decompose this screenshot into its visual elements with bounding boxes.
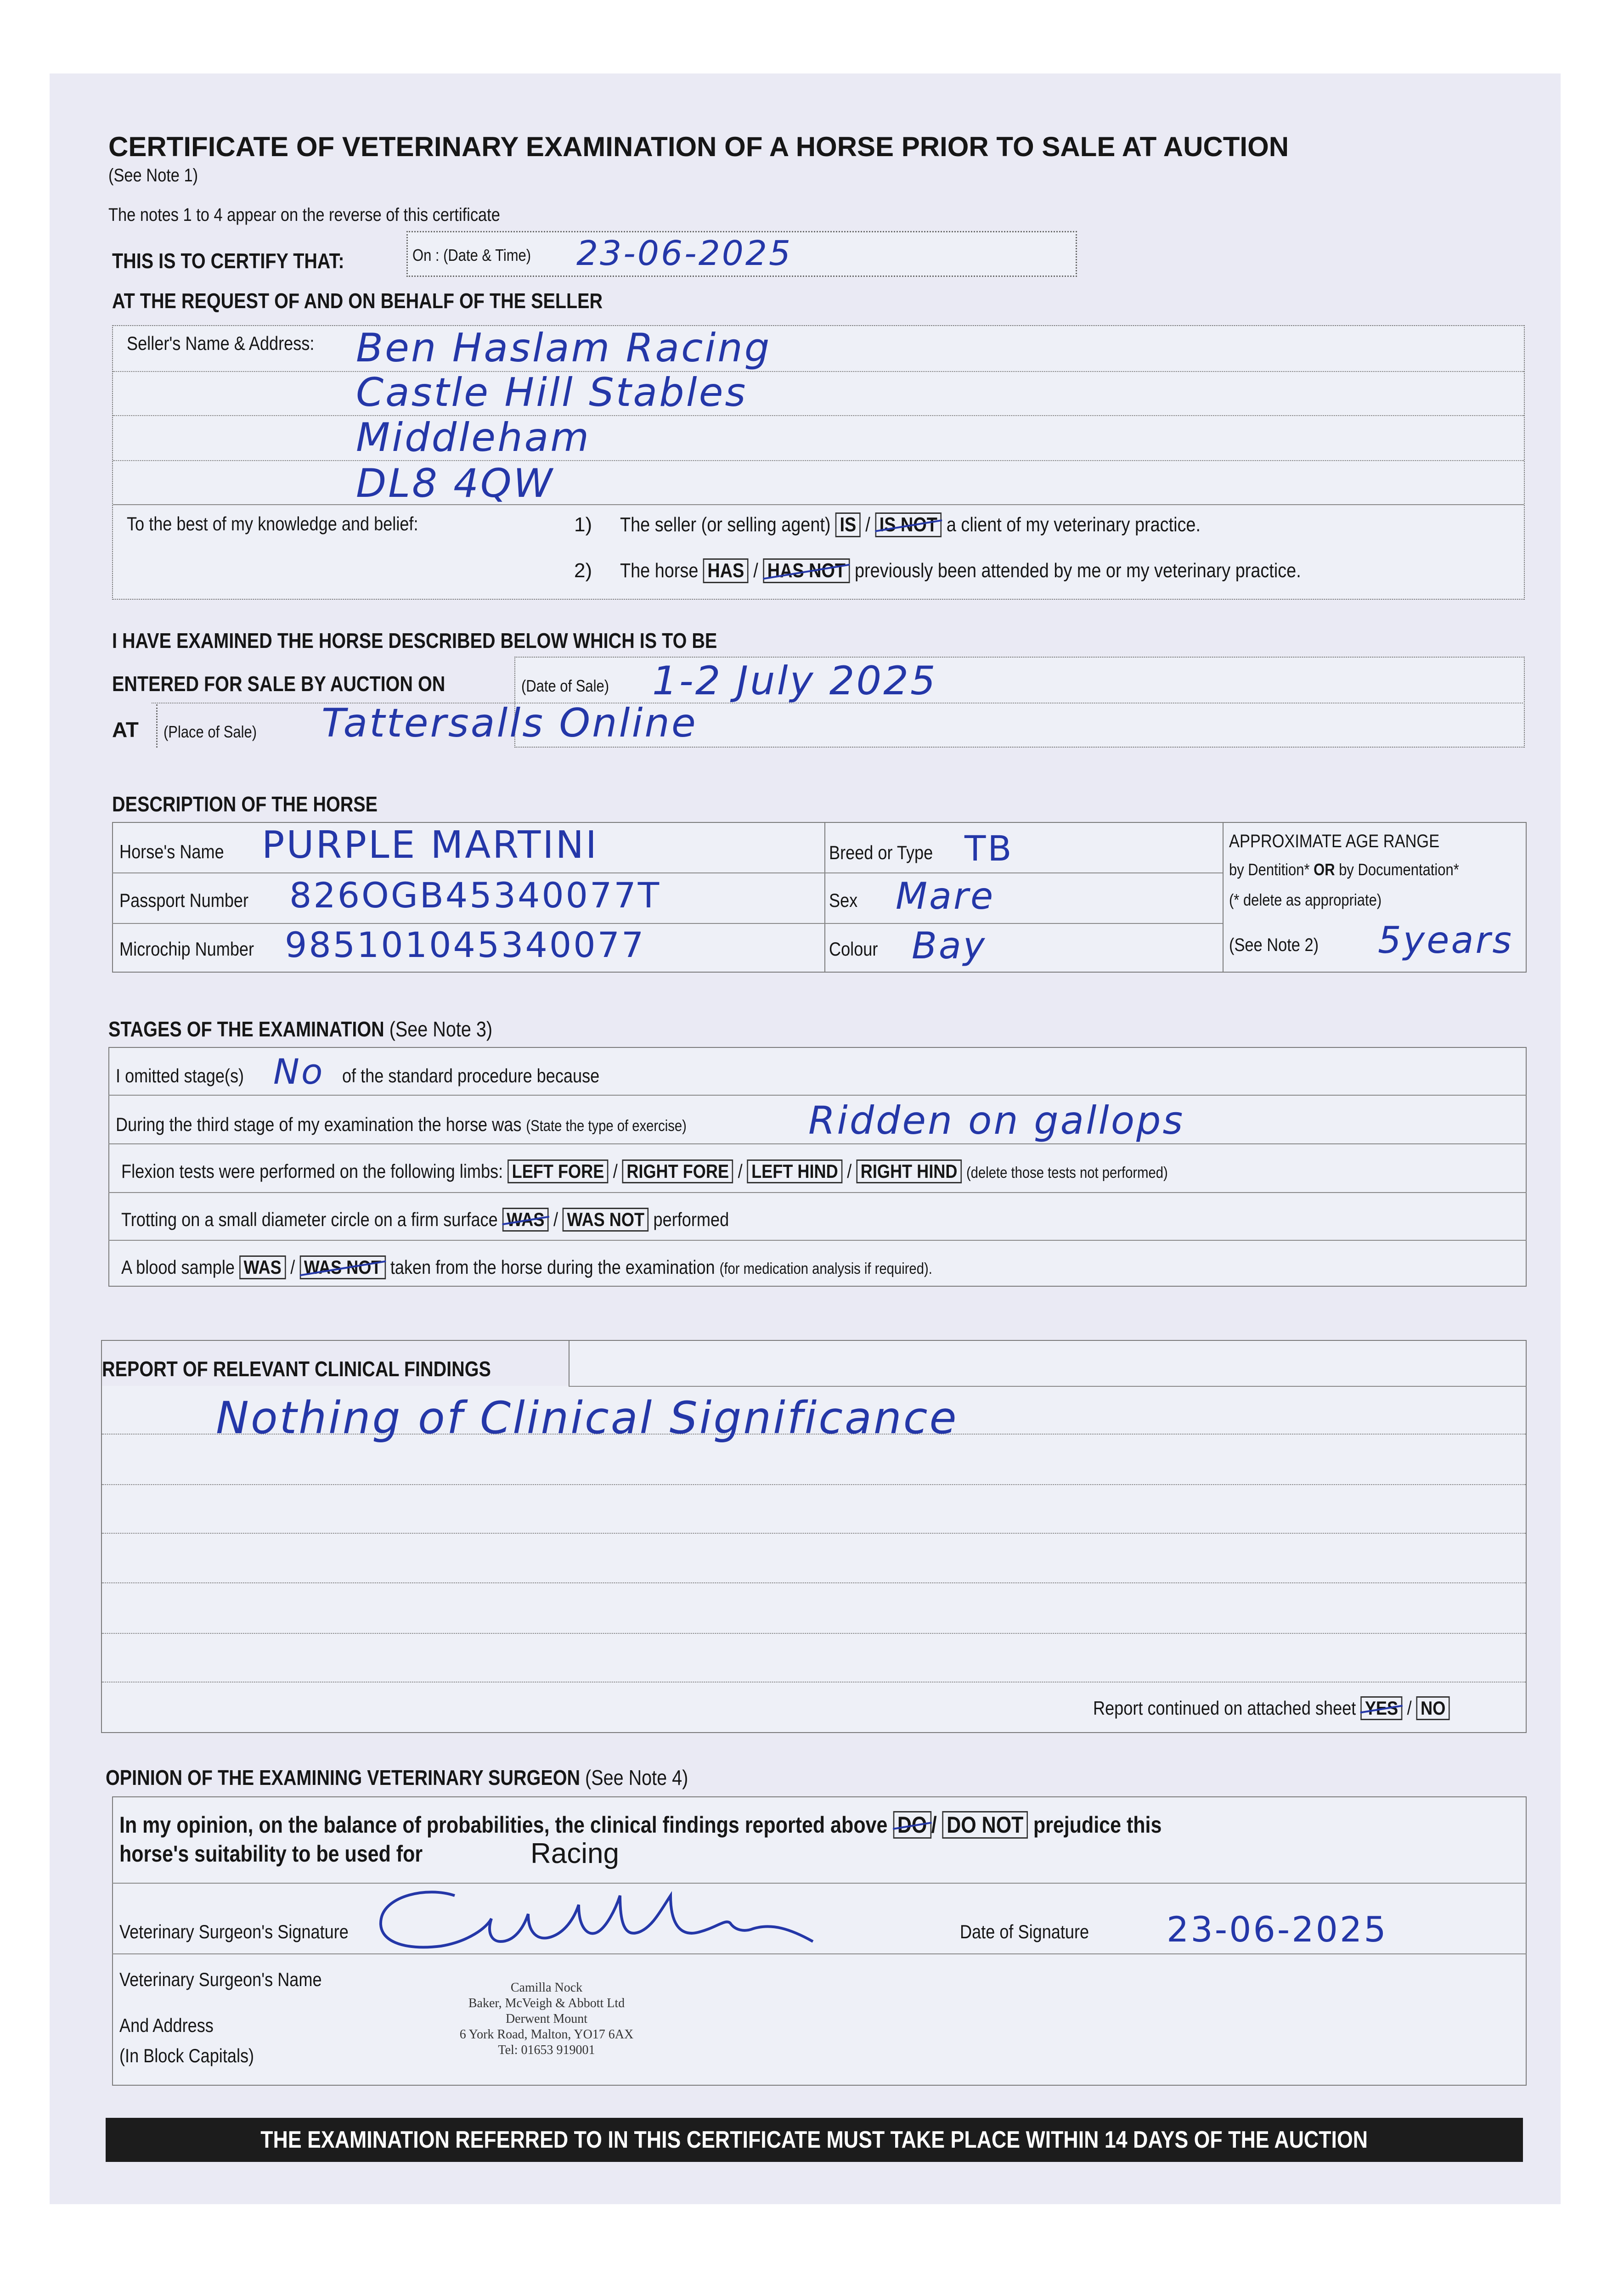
vet-signature — [377, 1877, 873, 1969]
statement-1: 1) The seller (or selling agent) IS / IS NOT a client of my veterinary practice. — [574, 512, 1295, 537]
sale-place-value[interactable]: Tattersalls Online — [321, 700, 698, 746]
date-of-signature-value: 23-06-2025 — [1167, 1909, 1388, 1950]
trot-was-not-option[interactable]: WAS NOT — [563, 1208, 648, 1232]
blood-line: A blood sample WAS / WAS NOT taken from the horse during the examination (for medication analysis if required). — [121, 1255, 1064, 1279]
is-not-option[interactable]: IS NOT — [875, 512, 942, 537]
certify-label: THIS IS TO CERTIFY THAT: — [112, 249, 344, 273]
certificate-title: CERTIFICATE OF VETERINARY EXAMINATION OF A HORSE PRIOR TO SALE AT AUCTION — [108, 131, 1289, 162]
has-option[interactable]: HAS — [703, 558, 749, 583]
age-by-line: by Dentition* OR by Documentation* — [1229, 860, 1459, 879]
flexion-line: Flexion tests were performed on the following limbs: LEFT FORE / RIGHT FORE / LEFT HIND / RIGHT HIND (delete those tests not performed) — [121, 1159, 1338, 1183]
colour-label: Colour — [829, 938, 878, 960]
third-stage-line: During the third stage of my examination the horse was (State the type of exercise) — [116, 1114, 687, 1135]
omitted-value: No — [273, 1051, 325, 1092]
opinion-statement-line2: horse's suitability to be used for — [119, 1841, 423, 1867]
breed-label: Breed or Type — [829, 842, 933, 863]
signature-label: Veterinary Surgeon's Signature — [119, 1921, 349, 1942]
seller-address-line-4: DL8 4QW — [356, 461, 554, 506]
exam-date-value: 23-06-2025 — [576, 234, 793, 273]
breed-value: TB — [964, 828, 1014, 869]
age-delete-note: (* delete as appropriate) — [1229, 890, 1382, 909]
age-value: 5years — [1378, 919, 1514, 962]
microchip-value: 985101045340077 — [285, 924, 646, 965]
footer-banner: THE EXAMINATION REFERRED TO IN THIS CERTIFICATE MUST TAKE PLACE WITHIN 14 DAYS OF THE AUCTION — [106, 2118, 1523, 2162]
do-not-option[interactable]: DO NOT — [942, 1811, 1028, 1839]
at-label: AT — [112, 718, 139, 742]
sale-date-label: (Date of Sale) — [521, 676, 609, 695]
right-hind-option[interactable]: RIGHT HIND — [856, 1159, 962, 1183]
passport-label: Passport Number — [119, 889, 249, 911]
do-option[interactable]: DO — [893, 1811, 931, 1839]
vet-address-label: And Address — [119, 2015, 214, 2036]
seller-address-line-1: Ben Haslam Racing — [356, 325, 772, 371]
microchip-label: Microchip Number — [119, 938, 254, 960]
practice-stamp: Camilla Nock Baker, McVeigh & Abbott Ltd Derwent Mount 6 York Road, Malton, YO17 6AX Tel: 01653 919001 — [459, 1981, 634, 2057]
right-fore-option[interactable]: RIGHT FORE — [622, 1159, 733, 1183]
sale-place-label: (Place of Sale) — [164, 722, 257, 741]
notes-line: The notes 1 to 4 appear on the reverse of this certificate — [108, 205, 500, 225]
is-option[interactable]: IS — [835, 512, 861, 537]
continued-no-option[interactable]: NO — [1416, 1696, 1450, 1720]
vet-name-label: Veterinary Surgeon's Name — [119, 1969, 322, 1990]
findings-text: Nothing of Clinical Significance — [216, 1392, 959, 1444]
exam-date-label: On : (Date & Time) — [412, 246, 531, 264]
knowledge-label: To the best of my knowledge and belief: — [127, 513, 418, 535]
seller-address-line-2: Castle Hill Stables — [356, 370, 748, 416]
left-fore-option[interactable]: LEFT FORE — [508, 1159, 609, 1183]
examined-label: I HAVE EXAMINED THE HORSE DESCRIBED BELOW WHICH IS TO BE — [112, 629, 717, 653]
statement-2: 2) The horse HAS / HAS NOT previously been attended by me or my veterinary practice. — [574, 558, 1412, 583]
horse-name-value: PURPLE MARTINI — [262, 823, 599, 867]
blood-was-option[interactable]: WAS — [239, 1255, 286, 1279]
findings-section-title: REPORT OF RELEVANT CLINICAL FINDINGS — [102, 1357, 491, 1381]
see-note-1: (See Note 1) — [108, 165, 198, 186]
left-hind-option[interactable]: LEFT HIND — [747, 1159, 843, 1183]
use-value: Racing — [530, 1838, 619, 1869]
has-not-option[interactable]: HAS NOT — [763, 558, 850, 583]
omitted-post: of the standard procedure because — [342, 1065, 600, 1086]
horse-section-title: DESCRIPTION OF THE HORSE — [112, 792, 378, 816]
report-continued: Report continued on attached sheet YES / NO — [1093, 1696, 1508, 1720]
colour-value: Bay — [912, 924, 987, 967]
entered-label: ENTERED FOR SALE BY AUCTION ON — [112, 672, 445, 696]
request-label: AT THE REQUEST OF AND ON BEHALF OF THE SELLER — [112, 289, 603, 313]
horse-name-label: Horse's Name — [119, 841, 224, 862]
sale-date-value[interactable]: 1-2 July 2025 — [652, 658, 937, 704]
sex-value: Mare — [896, 875, 995, 917]
seller-label: Seller's Name & Address: — [127, 332, 315, 354]
date-of-signature-label: Date of Signature — [960, 1921, 1089, 1942]
blood-was-not-option[interactable]: WAS NOT — [299, 1255, 385, 1279]
trot-was-option[interactable]: WAS — [502, 1208, 549, 1232]
age-see-note: (See Note 2) — [1229, 935, 1319, 955]
seller-address-line-3: Middleham — [356, 415, 591, 461]
continued-yes-option[interactable]: YES — [1360, 1696, 1402, 1720]
opinion-section-title: OPINION OF THE EXAMINING VETERINARY SURGEON (See Note 4) — [106, 1766, 688, 1790]
opinion-statement: In my opinion, on the balance of probabilities, the clinical findings reported above DO / DO NOT prejudice this — [119, 1812, 1162, 1838]
passport-value: 826OGB45340077T — [289, 875, 661, 916]
stages-section-title: STAGES OF THE EXAMINATION (See Note 3) — [108, 1017, 493, 1041]
age-title: APPROXIMATE AGE RANGE — [1229, 831, 1440, 851]
sex-label: Sex — [829, 889, 858, 911]
trot-line: Trotting on a small diameter circle on a firm surface WAS / WAS NOT performed — [121, 1208, 828, 1232]
third-stage-value: Ridden on gallops — [808, 1098, 1185, 1143]
omitted-line: I omitted stage(s) — [116, 1065, 244, 1086]
block-capitals-label: (In Block Capitals) — [119, 2045, 254, 2066]
